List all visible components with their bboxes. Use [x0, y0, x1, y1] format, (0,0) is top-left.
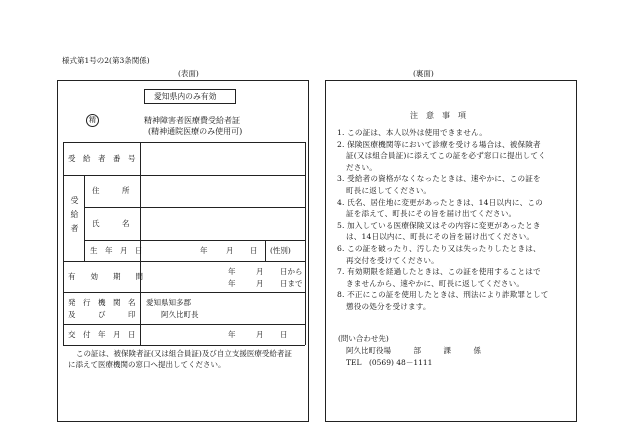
seal-mark: 精	[86, 114, 99, 127]
validity-to-year: 年	[228, 279, 236, 288]
notes-list	[337, 127, 571, 313]
note-line: 町長に返してください。	[346, 185, 432, 195]
table-top-rule	[63, 142, 305, 143]
validity-banner: 愛知県内のみ有効	[154, 92, 217, 101]
issuer-value-line1: 愛知県知多郡	[146, 298, 191, 307]
contact-heading: (問い合わせ先)	[338, 334, 389, 343]
table-rule	[63, 292, 305, 293]
note-line: 3. 受給者の資格がなくなったときは、速やかに、この証を	[337, 174, 541, 184]
back-side-label: (裏面)	[413, 69, 434, 78]
table-rule	[84, 240, 305, 241]
validity-from-month: 月	[256, 267, 264, 276]
recipient-group-rule	[84, 175, 85, 261]
gender-column-rule	[265, 240, 266, 261]
front-footnote-line1: この証は、被保険者証(又は組合員証)及び自立支援医療受給者証	[76, 349, 292, 358]
table-left-rule	[63, 142, 64, 345]
table-bottom-rule	[63, 345, 305, 346]
issuer-label-line1: 発 行 機 関 名	[68, 298, 136, 307]
contact-tel: TEL (0569) 48－1111	[346, 358, 433, 367]
note-line: 4. 氏名、居住地に変更があったときは、14日以内に、この	[337, 197, 543, 207]
issue-date-label: 交 付 年 月 日	[68, 330, 136, 339]
note-line: 5. 加入している医療保険又はその内容に変更があったとき	[337, 220, 541, 230]
birthdate-label: 生 年 月 日	[90, 246, 143, 255]
birth-month-unit: 月	[226, 246, 234, 255]
issuer-label-line2: 及 び 印	[68, 310, 136, 319]
issue-year-unit: 年	[228, 330, 236, 339]
issuer-value-line2: 阿久比町長	[161, 310, 199, 319]
recipient-vertical-label: 受給者	[70, 196, 79, 238]
issue-day-unit: 日	[280, 330, 288, 339]
table-rule	[84, 207, 305, 208]
note-line: 2. 保険医療機関等において診療を受ける場合は、被保険者	[337, 139, 541, 149]
card-subtitle: (精神通院医療のみ使用可)	[148, 127, 243, 136]
note-line: 再交付を受けてください。	[346, 255, 439, 265]
front-footnote-line2: に添えて医療機関の窓口へ提出してください。	[68, 360, 226, 369]
address-label: 住 所	[92, 186, 130, 195]
validity-from-year: 年	[228, 267, 236, 276]
birth-year-unit: 年	[200, 246, 208, 255]
note-line: 6. この証を破ったり、汚したり又は失ったりしたときは、	[337, 243, 541, 253]
form-number: 様式第1号の2(第3条関係)	[62, 56, 150, 65]
note-line: 証を添えて、町長にその旨を届け出てください。	[346, 209, 517, 219]
note-line: は、14日以内に、町長にその旨を届け出てください。	[346, 232, 535, 242]
front-side-label: (表面)	[178, 69, 199, 78]
validity-to-day: 日まで	[280, 279, 303, 288]
note-line: 1. この証は、本人以外は使用できません。	[337, 128, 487, 137]
card-title: 精神障害者医療費受給者証	[144, 116, 240, 125]
note-line: 7. 有効期限を経過したときは、この証を使用することはで	[337, 267, 541, 277]
notes-heading: 注 意 事 項	[410, 111, 466, 120]
contact-office: 阿久比町役場 部 課 係	[346, 346, 481, 355]
table-rule	[63, 175, 305, 176]
note-line: 8. 不正にこの証を使用したときは、刑法により詐欺罪として	[337, 290, 549, 300]
birth-day-unit: 日	[250, 246, 258, 255]
issue-month-unit: 月	[256, 330, 264, 339]
note-line: 証(又は組合員証)に添えてこの証を必ず窓口に提出してく	[346, 151, 546, 161]
note-line: 懲役の処分を受けます。	[346, 301, 431, 311]
validity-label: 有 効 期 間	[68, 272, 143, 281]
table-right-rule	[305, 142, 306, 345]
note-line: ださい。	[346, 162, 377, 172]
gender-label: (性別)	[270, 246, 291, 255]
validity-from-day: 日から	[280, 267, 303, 276]
table-rule	[63, 261, 305, 262]
recipient-number-label: 受 給 者 番 号	[68, 154, 136, 163]
label-column-rule	[140, 142, 141, 345]
note-line: きませんから、速やかに、町長に返してください。	[346, 278, 525, 288]
table-rule	[63, 324, 305, 325]
name-label: 氏 名	[92, 219, 130, 228]
validity-to-month: 月	[256, 279, 264, 288]
